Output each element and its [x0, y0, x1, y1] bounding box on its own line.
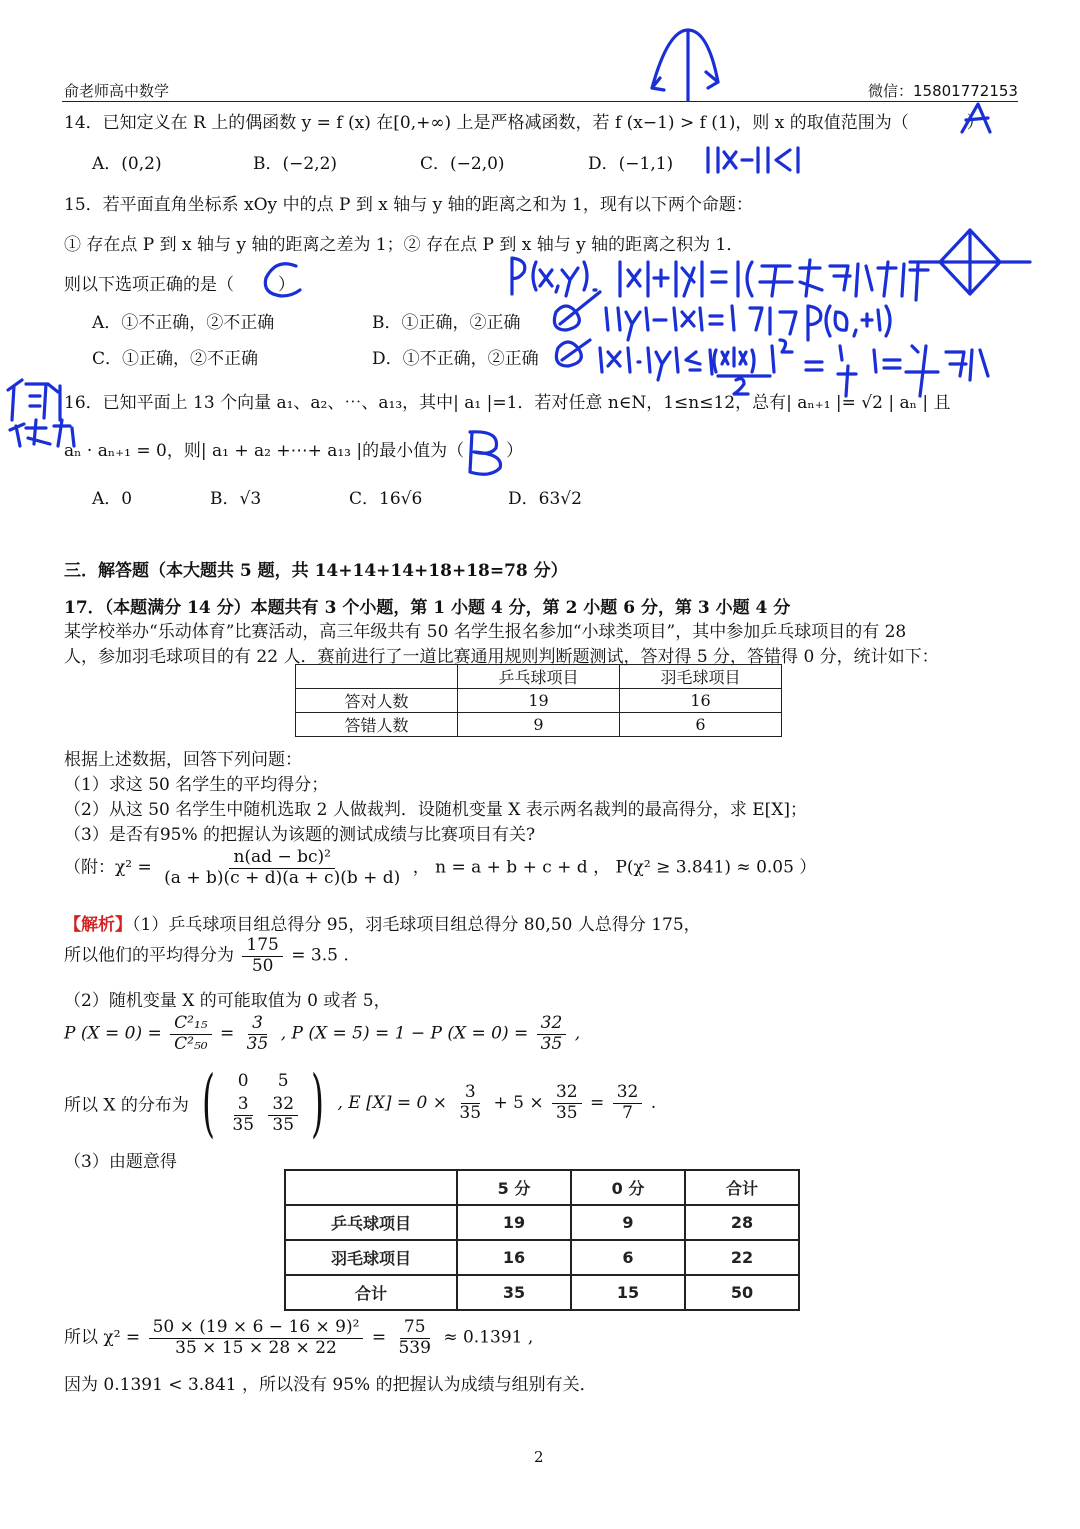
q15-stem: 15．若平面直角坐标系 xOy 中的点 P 到 x 轴与 y 轴的距离之和为 1，现有以下两个命题： — [64, 195, 753, 215]
table-cell: 羽毛球项目 — [620, 665, 782, 689]
q17-note: （附：χ² = $\frac{\text{n(ad − bc)²}}{(a + b)(c + d)(a + c)(b + d)}$ ， n = a + b + c + d ， P(χ² ≥ 3.841) ≈ 0.05 ） — [64, 847, 817, 888]
table-cell: 19 — [457, 1205, 571, 1240]
table-cell: 19 — [458, 689, 620, 713]
header-right: 微信：15801772153 — [868, 82, 1018, 100]
q15-check-mark-1 — [554, 292, 600, 330]
distribution-matrix: ( 0 5 $\frac{3}{35}$ $\frac{32}{35}$ ) — [202, 1060, 325, 1146]
table-cell: 答错人数 — [296, 713, 458, 737]
q14-option-d: D．(−1,1) — [588, 154, 674, 174]
header-left: 俞老师高中数学 — [64, 82, 170, 100]
solution-line-2: （2）随机变量 X 的可能取值为 0 或者 5， — [64, 991, 391, 1011]
table-cell: 6 — [620, 713, 782, 737]
solution-line-3: （3）由题意得 — [64, 1152, 177, 1172]
q17-sub-2: （2）从这 50 名学生中随机选取 2 人做裁判．设随机变量 X 表示两名裁判的最高得分，求 E[X]； — [64, 800, 807, 820]
solution-tag: 【解析】 — [64, 915, 132, 935]
q14-option-b: B．(−2,2) — [253, 154, 338, 174]
q14-answer-mark — [962, 104, 990, 132]
q16-answer-mark — [470, 432, 500, 474]
table-cell: 50 — [685, 1275, 799, 1310]
q16-line2: aₙ · aₙ₊₁ = 0，则| a₁ + a₂ +⋯+ a₁₃ |的最小值为（ ） — [64, 441, 524, 461]
table-cell: 9 — [458, 713, 620, 737]
q16-option-a: A．0 — [92, 489, 133, 509]
q17-sub-3: （3）是否有95% 的把握认为该题的测试成绩与比赛项目有关? — [64, 825, 536, 845]
table-cell: 16 — [620, 689, 782, 713]
q15-option-b: B．①正确，②正确 — [372, 313, 521, 333]
table-cell: 0 分 — [571, 1170, 685, 1205]
solution-conclusion: 因为 0.1391 < 3.841 ，所以没有 95% 的把握认为成绩与组别有关． — [64, 1375, 597, 1395]
q17-sub-1: （1）求这 50 名学生的平均得分； — [64, 775, 329, 795]
solution-distribution: 所以 X 的分布为 ( 0 5 $\frac{3}{35}$ $\frac{32}{35}$ ) , E [X] = 0 × $\frac{3}{35}$ + 5 × $\frac{32}{35}$ = $\frac{32}{7}$ . — [64, 1060, 657, 1146]
q15-note-line-2 — [606, 306, 890, 340]
table-cell: 28 — [685, 1205, 799, 1240]
solution-probabilities: P (X = 0) = $\frac{\text{C²₁₅}}{\text{C²₅₀}}$ = $\frac{3}{35}$ , P (X = 5) = 1 − P (X = 0) = $\frac{32}{35}$ , — [64, 1013, 581, 1054]
q17-after: 根据上述数据，回答下列问题： — [64, 750, 302, 770]
q15-check-mark-2 — [556, 340, 590, 366]
table-cell: 9 — [571, 1205, 685, 1240]
diamond-sketch-icon — [910, 230, 1030, 294]
table-cell: 乒乓球项目 — [285, 1205, 457, 1240]
q15-option-a: A．①不正确，②不正确 — [92, 313, 275, 333]
q15-option-c: C．①正确，②不正确 — [92, 349, 259, 369]
table-cell: 22 — [685, 1240, 799, 1275]
parabola-sketch-icon — [652, 30, 718, 88]
table-cell: 合计 — [285, 1275, 457, 1310]
chi-square-formula: $\frac{\text{n(ad − bc)²}}{(a + b)(c + d)(a + c)(b + d)}$ — [164, 847, 401, 888]
q14-stem: 14．已知定义在 R 上的偶函数 y = f (x) 在[0,+∞) 上是严格减函数，若 f (x−1) > f (1)，则 x 的取值范围为（ ） — [64, 113, 984, 133]
page-number: 2 — [534, 1448, 544, 1466]
section-heading: 三．解答题（本大题共 5 题，共 14+14+14+18+18=78 分） — [64, 561, 568, 581]
table-cell: 6 — [571, 1240, 685, 1275]
q16-option-b: B．√3 — [210, 489, 262, 509]
table-cell: 15 — [571, 1275, 685, 1310]
solution-chi-square: 所以 χ² = $\frac{\text{50 × (19 × 6 − 16 × 9)²}}{35 \times 15 \times 28 \times 22}$ = $\frac{75}{539}$ ≈ 0.1391 , — [64, 1317, 534, 1358]
q14-option-c: C．(−2,0) — [420, 154, 505, 174]
q15-propositions: ① 存在点 P 到 x 轴与 y 轴的距离之差为 1；② 存在点 P 到 x 轴与 y 轴的距离之积为 1． — [64, 235, 744, 255]
q17-para-2: 人，参加羽毛球项目的有 22 人．赛前进行了一道比赛通用规则判断题测试，答对得 5 分，答错得 0 分，统计如下： — [64, 647, 939, 667]
q15-note-line-1 — [512, 258, 928, 300]
solution-line-1: 【解析】（1）乒乓球项目组总得分 95，羽毛球项目组总得分 80,50 人总得分 175， — [64, 915, 701, 935]
table-cell: 5 分 — [457, 1170, 571, 1205]
q16-line1: 16．已知平面上 13 个向量 a₁、a₂、⋯、a₁₃，其中| a₁ |=1．若对任意 n∈N，1≤n≤12，总有| aₙ₊₁ |= √2 | aₙ | 且 — [64, 393, 951, 413]
q15-note-line-3 — [600, 340, 988, 396]
q16-option-d: D．63√2 — [508, 489, 582, 509]
q15-ask: 则以下选项正确的是（ ） — [64, 275, 295, 295]
q15-option-d: D．①不正确，②正确 — [372, 349, 539, 369]
table-cell: 羽毛球项目 — [285, 1240, 457, 1275]
table-cell: 35 — [457, 1275, 571, 1310]
q16-option-c: C．16√6 — [349, 489, 423, 509]
q14-option-a: A．(0,2) — [92, 154, 162, 174]
q17-para-1: 某学校举办“乐动体育”比赛活动，高三年级共有 50 名学生报名参加“小球类项目”，其中参加乒乓球项目的有 28 — [64, 622, 907, 642]
solution-average: 所以他们的平均得分为 $\frac{175}{50}$ = 3.5 . — [64, 935, 349, 976]
q14-note-mark — [708, 148, 798, 172]
table-cell: 乒乓球项目 — [458, 665, 620, 689]
table-cell: 答对人数 — [296, 689, 458, 713]
q15-answer-mark — [265, 264, 300, 296]
table-cell: 合计 — [685, 1170, 799, 1205]
q16-margin-note — [8, 380, 74, 446]
q17-title: 17．（本题满分 14 分）本题共有 3 个小题，第 1 小题 4 分，第 2 小题 6 分，第 3 小题 4 分 — [64, 598, 791, 618]
table-cell: 16 — [457, 1240, 571, 1275]
